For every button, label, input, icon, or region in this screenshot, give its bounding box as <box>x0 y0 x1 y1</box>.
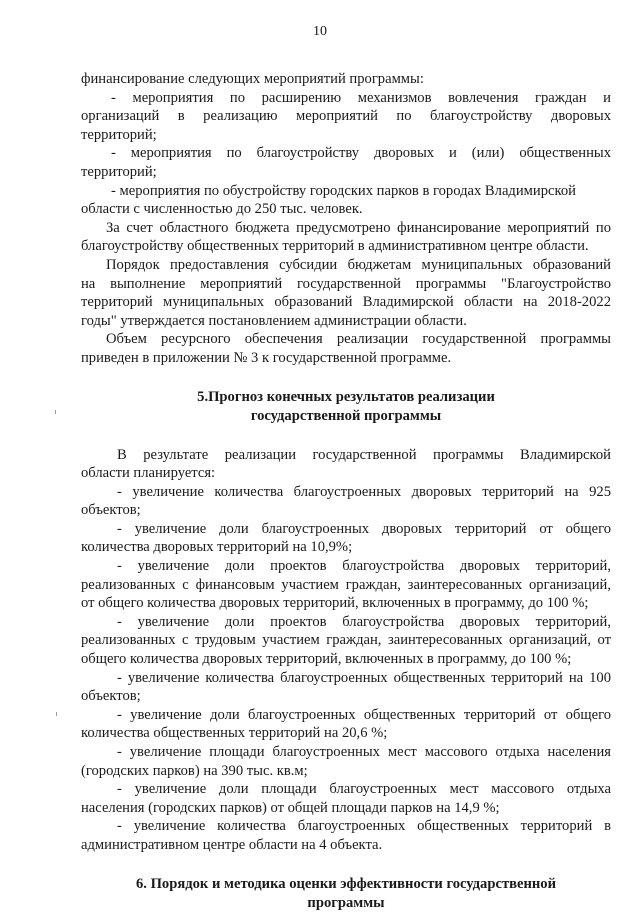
list-item-continuation: административном центре области на 4 объекта. <box>81 836 383 853</box>
paragraph-line: территорий муниципальных образований Владимирской области на 2018-2022 <box>81 294 611 311</box>
list-item-continuation: территорий; <box>81 163 157 180</box>
list-item: - увеличение доли проектов благоустройства дворовых территорий, <box>117 558 611 575</box>
list-item: - мероприятия по расширению механизмов вовлечения граждан и <box>111 89 611 106</box>
page-number: 10 <box>313 24 327 39</box>
paragraph-line: приведен в приложении № 3 к государственной программе. <box>81 349 452 366</box>
list-item-continuation: количества общественных территорий на 20,6 %; <box>81 725 388 742</box>
scan-mark <box>55 410 56 414</box>
list-item: - мероприятия по благоустройству дворовых и (или) общественных <box>111 145 611 162</box>
list-item: - мероприятия по обустройству городских парков в городах Владимирской <box>111 182 576 199</box>
list-item: - увеличение площади благоустроенных мест массового отдыха населения <box>117 744 611 760</box>
paragraph-line: финансирование следующих мероприятий программы: <box>81 71 424 87</box>
list-item-continuation: (городских парков) на 390 тыс. кв.м; <box>81 762 308 779</box>
list-item-continuation: реализованных с трудовым участием граждан, заинтересованных организаций, от <box>81 632 611 649</box>
section-6-title: программы <box>307 894 385 911</box>
list-item-continuation: организаций в реализацию мероприятий по благоустройству дворовых <box>81 108 611 125</box>
paragraph-line: области планируется: <box>81 465 216 482</box>
list-item: - увеличение количества благоустроенных общественных территорий в <box>117 818 611 835</box>
section-5-title: государственной программы <box>250 407 442 424</box>
paragraph-line: благоустройству общественных территорий в административном центре области. <box>81 238 589 255</box>
scan-mark <box>56 712 57 716</box>
list-item-continuation: количества дворовых территорий на 10,9%; <box>81 539 353 556</box>
paragraph-line: Объем ресурсного обеспечения реализации государственной программы <box>106 331 611 348</box>
paragraph-line: Порядок предоставления субсидии бюджетам муниципальных образований <box>106 256 611 273</box>
list-item: - увеличение доли площади благоустроенных мест массового отдыха <box>117 781 611 798</box>
list-item-continuation: объектов; <box>81 502 141 519</box>
list-item-continuation: территорий; <box>81 126 157 143</box>
list-item: - увеличение количества благоустроенных общественных территорий на 100 <box>117 669 611 686</box>
paragraph-line: годы" утверждается постановлением администрации области. <box>81 312 467 329</box>
paragraph-line: В результате реализации государственной программы Владимирской <box>117 446 611 463</box>
list-item-continuation: объектов; <box>81 688 141 705</box>
list-item-continuation: реализованных с финансовым участием граждан, заинтересованных организаций, <box>81 576 611 593</box>
list-item: - увеличение количества благоустроенных дворовых территорий на 925 <box>117 483 611 500</box>
section-5-title: 5.Прогноз конечных результатов реализации <box>197 388 495 405</box>
list-item: - увеличение доли благоустроенных дворовых территорий от общего <box>117 520 611 537</box>
paragraph-line: на выполнение мероприятий государственной программы "Благоустройство <box>81 275 611 292</box>
section-6-title: 6. Порядок и методика оценки эффективности государственной <box>135 875 556 892</box>
list-item: - увеличение доли проектов благоустройства дворовых территорий, <box>117 613 611 630</box>
list-item-continuation: общего количества дворовых территорий, включенных в программу, до 100 %; <box>81 651 572 668</box>
document-body <box>81 70 611 913</box>
paragraph-line: За счет областного бюджета предусмотрено финансирование мероприятий по <box>106 219 611 236</box>
list-item-continuation: области с численностью до 250 тыс. человек. <box>81 201 363 218</box>
list-item: - увеличение доли благоустроенных общественных территорий от общего <box>117 706 611 723</box>
list-item-continuation: населения (городских парков) от общей площади парков на 14,9 %; <box>81 799 500 816</box>
list-item-continuation: от общего количества дворовых территорий, включенных в программу, до 100 %; <box>81 595 589 612</box>
